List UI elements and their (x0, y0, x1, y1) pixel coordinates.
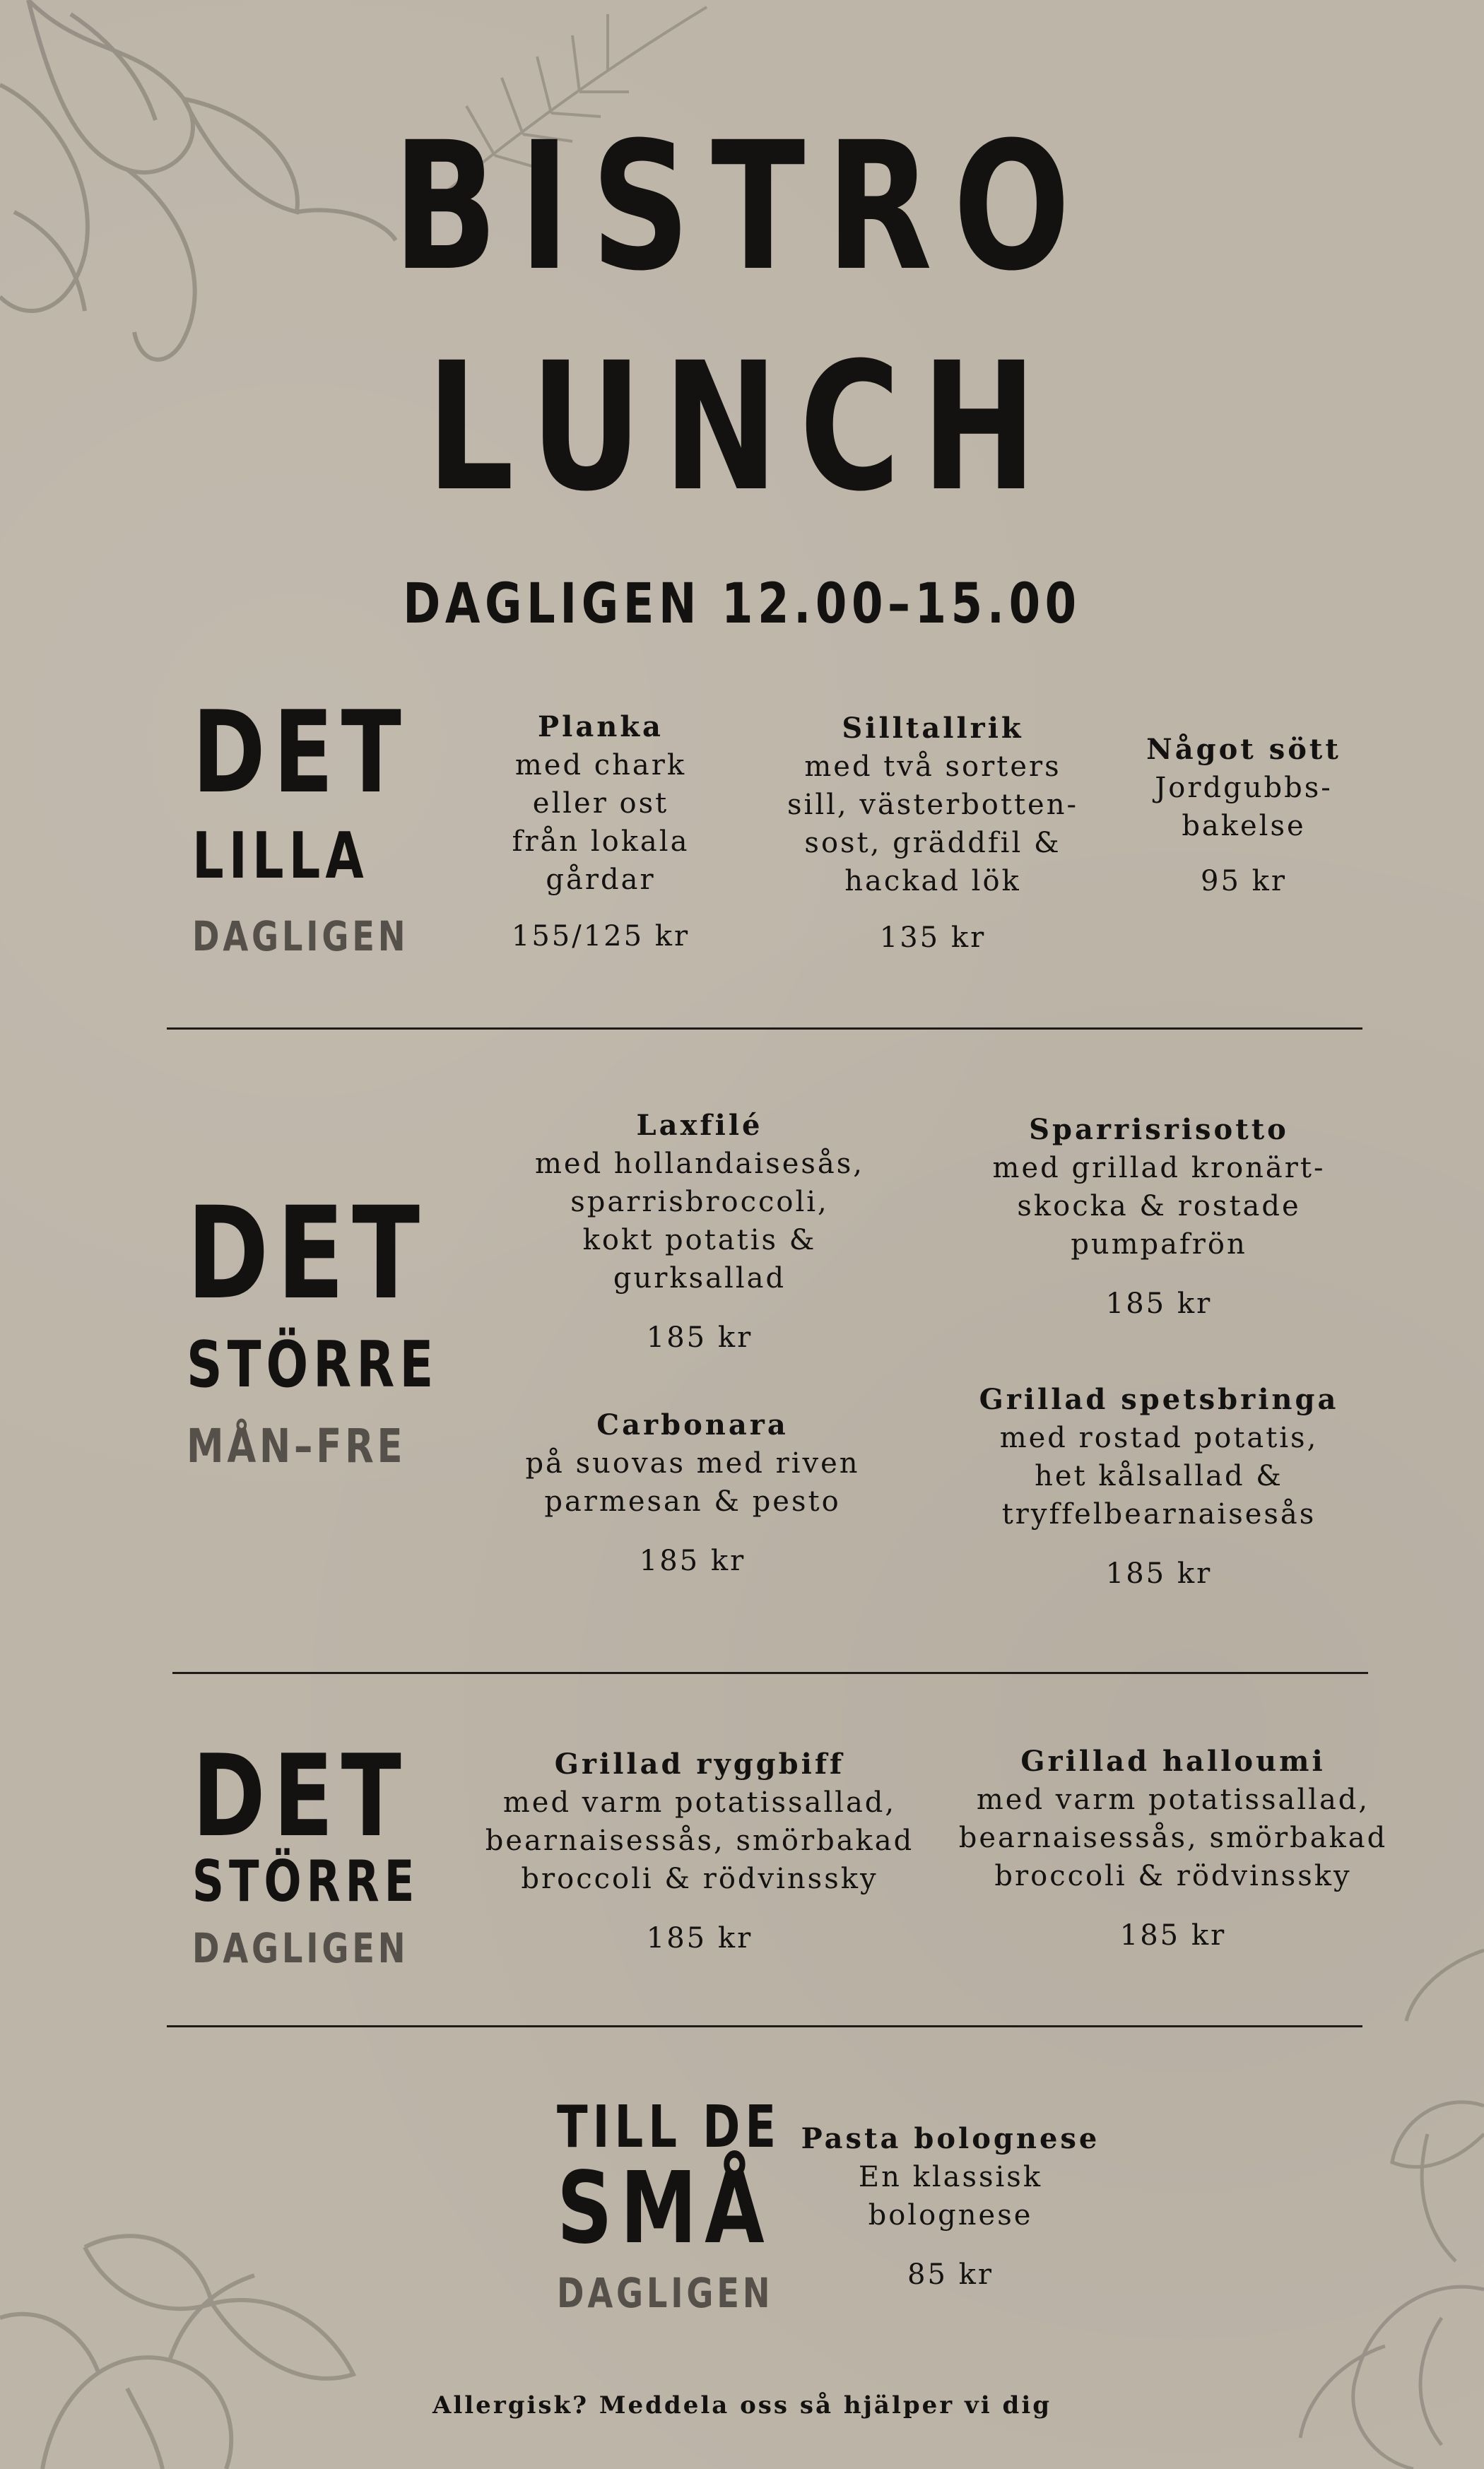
item-description: på suovas med riven parmesan & pesto (525, 1447, 860, 1518)
item-description: med chark eller ost från lokala gårdar (512, 749, 690, 896)
section-divider-3 (167, 2025, 1362, 2027)
section-4-heading-line2: SMÅ (557, 2151, 772, 2266)
item-name: Laxfilé (636, 1109, 763, 1142)
item-price: 95 kr (1201, 865, 1287, 897)
item-description: Jordgubbs- bakelse (1155, 772, 1333, 842)
section-3-subtitle: DAGLIGEN (192, 1924, 409, 1972)
item-description: med hollandaisesås, sparrisbroccoli, kokt potatis & gurksallad (534, 1148, 865, 1295)
item-name: Grillad spetsbringa (979, 1383, 1339, 1416)
section-1-subtitle: DAGLIGEN (192, 912, 409, 960)
item-name: Något sött (1146, 733, 1341, 766)
item-price: 185 kr (646, 1321, 753, 1354)
item-description: En klassisk bolognese (858, 2161, 1043, 2232)
menu-item-grillad-spetsbringa (961, 1381, 1357, 1593)
allergy-note: Allergisk? Meddela oss så hjälper vi dig (432, 2391, 1052, 2420)
item-price: 135 kr (879, 921, 987, 954)
menu-item-laxfile (495, 1107, 905, 1357)
menu-item-carbonara (495, 1406, 890, 1580)
menu-item-grillad-ryggbiff (466, 1745, 933, 1957)
item-description: med två sorters sill, västerbotten- sost, gräddfil & hackad lök (787, 750, 1078, 897)
item-description: med varm potatissallad, bearnaisessås, smörbakad broccoli & rödvinssky (958, 1784, 1388, 1892)
title-line-lunch: LUNCH (426, 324, 1058, 530)
title-line-bistro: BISTRO (392, 104, 1092, 310)
menu-item-nagot-sott (1117, 731, 1371, 900)
menu-item-pasta-bolognese (784, 2120, 1117, 2294)
section-2-heading-line1: DET (187, 1180, 428, 1328)
section-4-subtitle: DAGLIGEN (557, 2269, 774, 2317)
item-price: 185 kr (646, 1922, 753, 1955)
menu-item-grillad-halloumi (940, 1743, 1406, 1955)
section-divider-1 (167, 1027, 1362, 1030)
menu-item-silltallrik (763, 709, 1102, 957)
section-1-heading-line1: DET (192, 686, 409, 818)
item-name: Carbonara (596, 1408, 789, 1442)
flower-illustration-bottom-right (1230, 1922, 1484, 2469)
menu-item-sparrisrisotto (961, 1111, 1357, 1323)
section-4-heading-line1: TILL DE (557, 2094, 782, 2161)
section-2-subtitle: MÅN–FRE (187, 1419, 406, 1473)
item-price: 185 kr (639, 1545, 746, 1577)
item-name: Grillad halloumi (1020, 1745, 1326, 1778)
item-name: Grillad ryggbiff (554, 1748, 845, 1781)
item-price: 185 kr (1105, 1557, 1213, 1590)
item-price: 85 kr (907, 2258, 994, 2291)
item-name: Pasta bolognese (801, 2122, 1100, 2155)
item-name: Planka (538, 710, 664, 743)
item-name: Sparrisrisotto (1029, 1113, 1289, 1146)
menu-item-planka (452, 708, 749, 955)
opening-hours: DAGLIGEN 12.00–15.00 (403, 572, 1081, 636)
item-description: med rostad potatis, het kålsallad & tryffelbearnaisesås (999, 1422, 1319, 1531)
item-name: Silltallrik (842, 712, 1024, 745)
item-description: med varm potatissallad, bearnaisessås, smörbakad broccoli & rödvinssky (485, 1786, 914, 1895)
section-3-heading-line1: DET (192, 1730, 409, 1862)
item-price: 155/125 kr (511, 920, 690, 953)
section-3-heading-line2: STÖRRE (192, 1849, 420, 1914)
item-price: 185 kr (1105, 1287, 1213, 1320)
item-price: 185 kr (1119, 1919, 1227, 1952)
item-description: med grillad kronärt- skocka & rostade pumpafrön (992, 1152, 1326, 1261)
section-2-heading-line2: STÖRRE (187, 1328, 439, 1402)
section-divider-2 (172, 1672, 1368, 1674)
section-1-heading-line2: LILLA (192, 819, 369, 893)
